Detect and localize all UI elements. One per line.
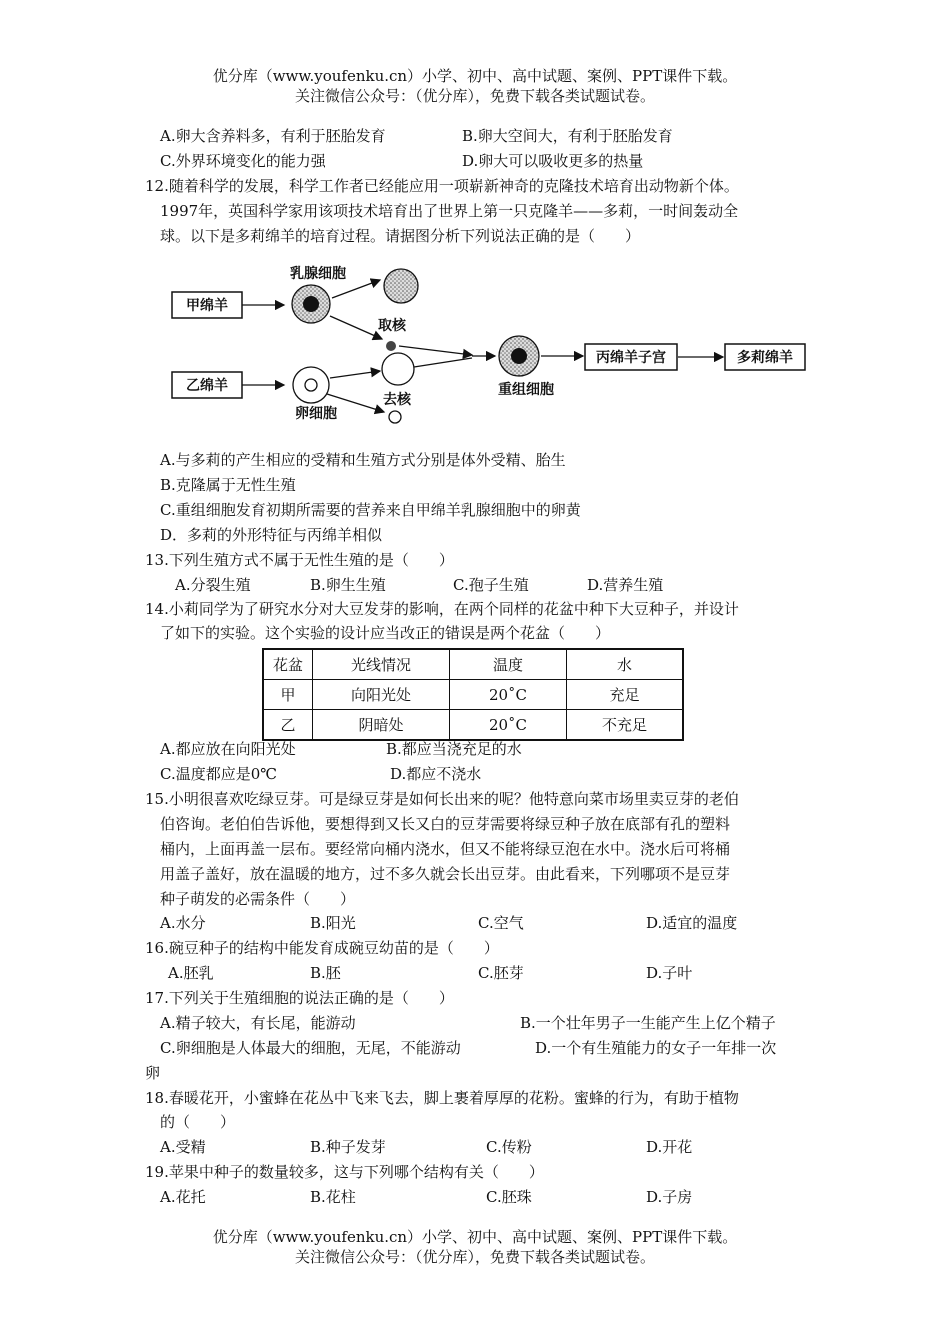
page-header-line1: 优分库（www.youfenku.cn）小学、初中、高中试题、案例、PPT课件下载。 xyxy=(212,67,738,85)
q19-option-d: D.子房 xyxy=(646,1188,693,1206)
page-footer-line1: 优分库（www.youfenku.cn）小学、初中、高中试题、案例、PPT课件下载。 xyxy=(212,1228,738,1246)
q16-option-a: A.胚乳 xyxy=(168,964,214,982)
removed-nucleus xyxy=(389,411,401,423)
take-nucleus-label: 取核 xyxy=(378,318,406,334)
q19-option-c: C.胚珠 xyxy=(486,1188,532,1206)
q19-stem: 19.苹果中种子的数量较多，这与下列哪个结构有关（ ） xyxy=(145,1163,544,1181)
q19-option-b: B.花柱 xyxy=(310,1188,356,1206)
table-cell: 20˚C xyxy=(450,710,567,741)
q12-stem-line2: 1997年，英国科学家用该项技术培育出了世界上第一只克隆羊——多莉，一时间轰动全 xyxy=(160,202,739,220)
table-header-row xyxy=(263,649,683,680)
experiment-table xyxy=(262,648,684,741)
q16-option-c: C.胚芽 xyxy=(478,964,524,982)
uterus-label: 丙绵羊子宫 xyxy=(596,350,666,366)
table-cell: 甲 xyxy=(263,680,313,710)
q13-option-d: D.营养生殖 xyxy=(587,576,664,594)
q11-option-c: C.外界环境变化的能力强 xyxy=(160,152,326,170)
q14-option-a: A.都应放在向阳光处 xyxy=(160,740,296,758)
q18-option-b: B.种子发芽 xyxy=(310,1138,386,1156)
q11-option-b: B.卵大空间大，有利于胚胎发育 xyxy=(462,127,673,145)
egg-nucleus xyxy=(305,379,317,391)
q14-option-d: D.都应不浇水 xyxy=(390,765,482,783)
q14-stem-line1: 14.小莉同学为了研究水分对大豆发芽的影响，在两个同样的花盆中种下大豆种子，并设计 xyxy=(145,600,739,618)
q18-stem-line2: 的（ ） xyxy=(160,1113,236,1131)
mammary-cell-label: 乳腺细胞 xyxy=(290,266,346,282)
dolly-label: 多莉绵羊 xyxy=(737,350,793,366)
q14-stem-line2: 了如下的实验。这个实验的设计应当改正的错误是两个花盆（ ） xyxy=(160,624,611,642)
table-cell: 向阳光处 xyxy=(313,680,450,710)
q16-option-d: D.子叶 xyxy=(646,964,693,982)
q11-option-a: A.卵大含养料多，有利于胚胎发育 xyxy=(160,127,386,145)
q15-stem-line4: 用盖子盖好，放在温暖的地方，过不多久就会长出豆芽。由此看来，下列哪项不是豆芽 xyxy=(160,865,731,883)
remove-nucleus-label: 去核 xyxy=(383,392,411,408)
q18-option-a: A.受精 xyxy=(160,1138,206,1156)
table-cell: 20˚C xyxy=(450,680,567,710)
sheep-a-label: 甲绵羊 xyxy=(186,298,228,314)
q14-option-c: C.温度都应是0℃ xyxy=(160,765,278,783)
q11-option-d: D.卵大可以吸收更多的热量 xyxy=(462,152,644,170)
q15-stem-line2: 伯咨询。老伯伯告诉他，要想得到又长又白的豆芽需要将绿豆种子放在底部有孔的塑料 xyxy=(160,815,731,833)
q18-stem-line1: 18.春暖花开，小蜜蜂在花丛中飞来飞去，脚上裹着厚厚的花粉。蜜蜂的行为，有助于植物 xyxy=(145,1089,739,1107)
q17-option-a: A.精子较大，有长尾，能游动 xyxy=(160,1014,356,1032)
q15-stem-line5: 种子萌发的必需条件（ ） xyxy=(160,890,356,908)
q17-option-b: B.一个壮年男子一生能产生上亿个精子 xyxy=(520,1014,776,1032)
table-header-cell: 水 xyxy=(567,649,684,680)
table-header-cell: 花盆 xyxy=(263,649,313,680)
q15-stem-line1: 15.小明很喜欢吃绿豆芽。可是绿豆芽是如何长出来的呢？他特意向菜市场里卖豆芽的老伯 xyxy=(145,790,739,808)
cloning-diagram xyxy=(170,262,820,432)
table-cell: 不充足 xyxy=(567,710,684,741)
q17-stem: 17.下列关于生殖细胞的说法正确的是（ ） xyxy=(145,989,454,1007)
recombined-nucleus xyxy=(511,348,527,364)
mammary-nucleus xyxy=(303,296,319,312)
q15-option-a: A.水分 xyxy=(160,914,206,932)
q14-option-b: B.都应当浇充足的水 xyxy=(386,740,522,758)
page-header-line2: 关注微信公众号：（优分库），免费下载各类试题试卷。 xyxy=(294,87,655,105)
table-cell: 阴暗处 xyxy=(313,710,450,741)
sheep-b-label: 乙绵羊 xyxy=(186,378,228,394)
q15-option-d: D.适宜的温度 xyxy=(646,914,738,932)
q16-option-b: B.胚 xyxy=(310,964,341,982)
page-footer-line2: 关注微信公众号：（优分库），免费下载各类试题试卷。 xyxy=(294,1248,655,1266)
mammary-cytoplasm xyxy=(384,269,418,303)
table-cell: 乙 xyxy=(263,710,313,741)
q18-option-d: D.开花 xyxy=(646,1138,693,1156)
q17-option-d: D.一个有生殖能力的女子一年排一次 xyxy=(535,1039,777,1057)
table-row xyxy=(263,680,683,710)
q15-option-c: C.空气 xyxy=(478,914,524,932)
q13-option-b: B.卵生生殖 xyxy=(310,576,386,594)
egg-cell-label: 卵细胞 xyxy=(295,406,337,422)
table-cell: 充足 xyxy=(567,680,684,710)
q13-stem: 13.下列生殖方式不属于无性生殖的是（ ） xyxy=(145,551,454,569)
q17-option-d-wrap: 卵 xyxy=(145,1064,161,1082)
q12-option-a: A.与多莉的产生相应的受精和生殖方式分别是体外受精、胎生 xyxy=(160,451,566,469)
q12-stem-line1: 12.随着科学的发展，科学工作者已经能应用一项崭新神奇的克隆技术培育出动物新个体。 xyxy=(145,177,739,195)
q15-stem-line3: 桶内，上面再盖一层布。要经常向桶内浇水，但又不能将绿豆泡在水中。浇水后可将桶 xyxy=(160,840,731,858)
q13-option-a: A.分裂生殖 xyxy=(175,576,251,594)
q12-stem-line3: 球。以下是多莉绵羊的培育过程。请据图分析下列说法正确的是（ ） xyxy=(160,227,641,245)
table-row xyxy=(263,710,683,741)
q15-option-b: B.阳光 xyxy=(310,914,356,932)
extracted-nucleus xyxy=(386,341,396,351)
q13-option-c: C.孢子生殖 xyxy=(453,576,529,594)
q12-option-b: B.克隆属于无性生殖 xyxy=(160,476,296,494)
q17-option-c: C.卵细胞是人体最大的细胞，无尾，不能游动 xyxy=(160,1039,461,1057)
table-header-cell: 光线情况 xyxy=(313,649,450,680)
q12-option-d: D．多莉的外形特征与丙绵羊相似 xyxy=(160,526,383,544)
recombined-cell-label: 重组细胞 xyxy=(498,382,554,398)
enucleated-egg xyxy=(382,353,414,385)
table-header-cell: 温度 xyxy=(450,649,567,680)
q18-option-c: C.传粉 xyxy=(486,1138,532,1156)
q12-option-c: C.重组细胞发育初期所需要的营养来自甲绵羊乳腺细胞中的卵黄 xyxy=(160,501,581,519)
q16-stem: 16.碗豆种子的结构中能发育成碗豆幼苗的是（ ） xyxy=(145,939,499,957)
q19-option-a: A.花托 xyxy=(160,1188,206,1206)
